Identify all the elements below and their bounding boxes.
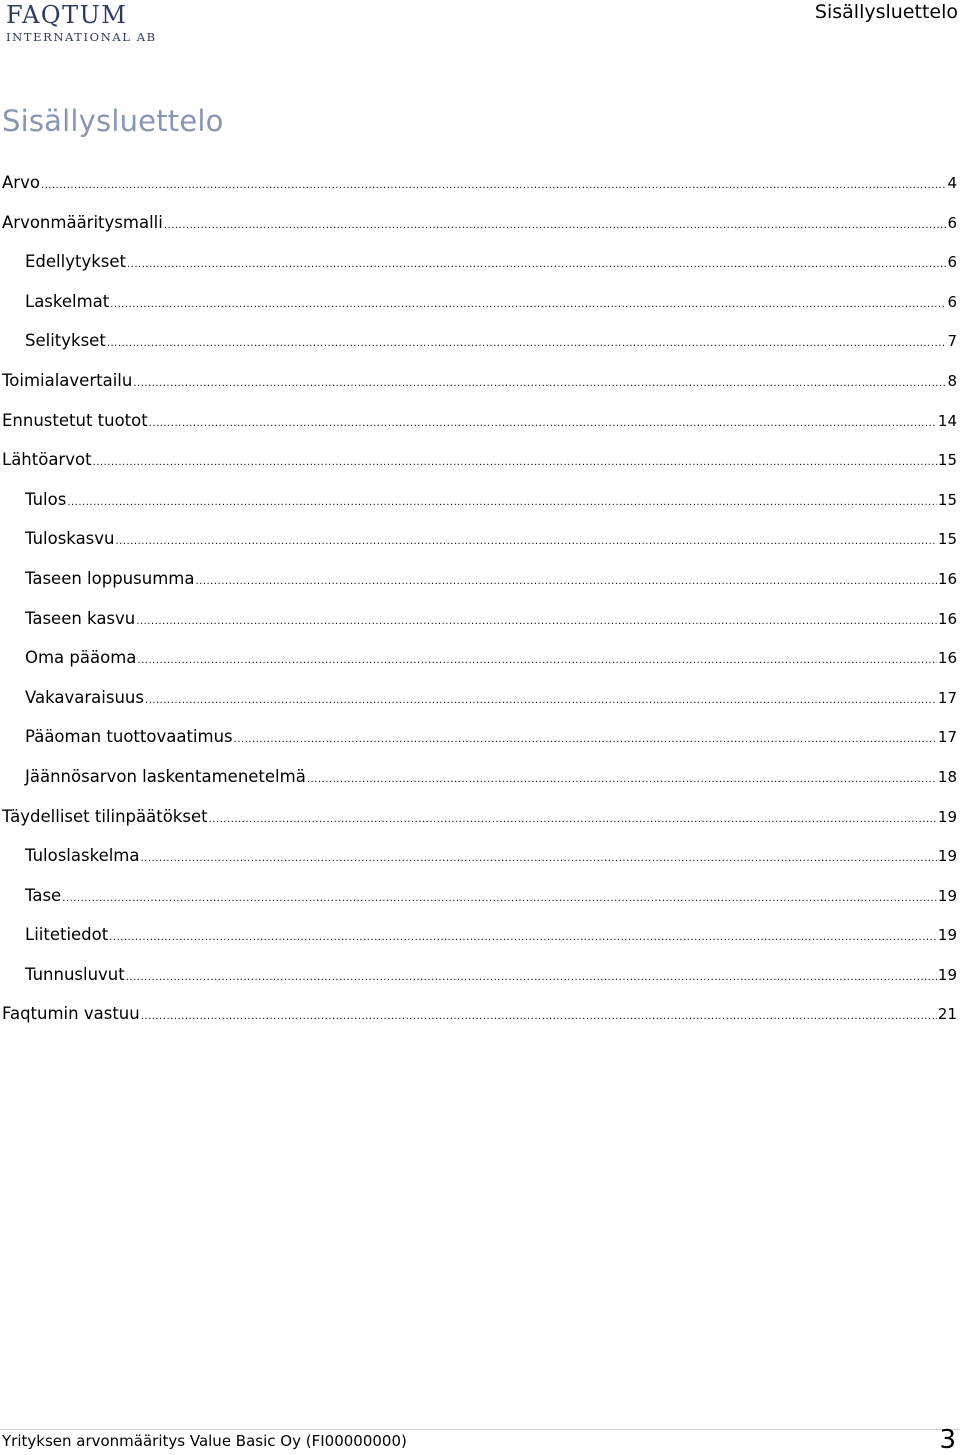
- toc-entry-label: Tuloslaskelma: [25, 846, 140, 866]
- toc-dot-leader: [141, 1002, 937, 1032]
- toc-entry-label: Tase: [25, 885, 62, 905]
- toc-entry[interactable]: [0, 326, 960, 366]
- toc-entry-label: Selitykset: [25, 331, 106, 351]
- toc-dot-leader: [109, 923, 937, 953]
- toc-entry-page: 21: [937, 1005, 957, 1024]
- toc-entry[interactable]: [0, 287, 960, 327]
- toc-entry-label: Laskelmat: [25, 291, 110, 311]
- toc-entry-page: 16: [937, 569, 957, 588]
- toc-entry-page: 15: [937, 530, 957, 549]
- toc-dot-leader: [93, 448, 937, 478]
- toc-dot-leader: [234, 725, 937, 755]
- page-title: Sisällysluettelo: [2, 104, 224, 138]
- toc-dot-leader: [116, 527, 937, 557]
- running-header-title: Sisällysluettelo: [814, 1, 958, 23]
- toc-entry-label: Ennustetut tuotot: [2, 410, 148, 430]
- toc-entry-page: 7: [947, 332, 957, 351]
- toc-dot-leader: [62, 884, 937, 914]
- toc-entry-label: Vakavaraisuus: [25, 687, 144, 707]
- toc-entry-label: Tuloskasvu: [25, 529, 115, 549]
- toc-entry-label: Toimialavertailu: [2, 370, 133, 390]
- toc-entry-page: 8: [947, 371, 957, 390]
- toc-entry-label: Faqtumin vastuu: [2, 1004, 140, 1024]
- toc-entry-page: 15: [937, 490, 957, 509]
- toc-entry-page: 19: [937, 965, 957, 984]
- toc-dot-leader: [126, 963, 937, 993]
- toc-entry[interactable]: [0, 524, 960, 564]
- toc-entry-page: 6: [947, 292, 957, 311]
- footer-divider: [0, 1429, 960, 1430]
- toc-dot-leader: [127, 250, 946, 280]
- toc-entry-page: 16: [937, 609, 957, 628]
- toc-dot-leader: [145, 686, 937, 716]
- toc-entry-label: Lähtöarvot: [2, 450, 92, 470]
- table-of-contents: [0, 168, 960, 1039]
- toc-dot-leader: [164, 211, 947, 241]
- toc-entry[interactable]: [0, 999, 960, 1039]
- toc-entry-label: Tulos: [25, 489, 67, 509]
- toc-entry[interactable]: [0, 683, 960, 723]
- toc-entry-page: 6: [947, 213, 957, 232]
- toc-entry-label: Tunnusluvut: [25, 964, 125, 984]
- toc-entry-label: Edellytykset: [25, 252, 126, 272]
- footer-document-title: Yrityksen arvonmääritys Value Basic Oy (FI00000000): [2, 1432, 407, 1450]
- toc-entry[interactable]: [0, 604, 960, 644]
- toc-entry[interactable]: [0, 445, 960, 485]
- toc-entry-label: Oma pääoma: [25, 648, 137, 668]
- toc-entry-page: 6: [947, 253, 957, 272]
- toc-entry-label: Jäännösarvon laskentamenetelmä: [25, 766, 306, 786]
- toc-entry[interactable]: [0, 881, 960, 921]
- toc-entry[interactable]: [0, 366, 960, 406]
- footer-page-number: 3: [939, 1425, 956, 1455]
- toc-entry[interactable]: [0, 762, 960, 802]
- toc-dot-leader: [141, 844, 937, 874]
- toc-entry[interactable]: [0, 722, 960, 762]
- toc-dot-leader: [137, 646, 937, 676]
- toc-entry[interactable]: [0, 841, 960, 881]
- toc-entry[interactable]: [0, 485, 960, 525]
- toc-entry-page: 19: [937, 847, 957, 866]
- toc-entry-page: 16: [937, 649, 957, 668]
- toc-entry-page: 17: [937, 688, 957, 707]
- toc-dot-leader: [136, 607, 937, 637]
- toc-entry[interactable]: [0, 168, 960, 208]
- logo-wordmark: FAQTUM: [6, 1, 128, 29]
- toc-entry-label: Taseen kasvu: [25, 608, 136, 628]
- faqtum-logo: [6, 1, 157, 46]
- toc-dot-leader: [209, 805, 937, 835]
- toc-entry-page: 17: [937, 728, 957, 747]
- toc-entry-page: 19: [937, 926, 957, 945]
- toc-entry[interactable]: [0, 247, 960, 287]
- toc-dot-leader: [67, 488, 937, 518]
- toc-dot-leader: [149, 409, 937, 439]
- toc-entry-label: Täydelliset tilinpäätökset: [2, 806, 208, 826]
- toc-entry[interactable]: [0, 208, 960, 248]
- logo-subtitle: INTERNATIONAL AB: [6, 30, 157, 44]
- toc-entry-page: 14: [937, 411, 957, 430]
- toc-dot-leader: [107, 329, 947, 359]
- toc-dot-leader: [195, 567, 936, 597]
- toc-entry-label: Liitetiedot: [25, 925, 109, 945]
- toc-entry[interactable]: [0, 920, 960, 960]
- toc-dot-leader: [110, 290, 946, 320]
- toc-entry-page: 19: [937, 886, 957, 905]
- toc-entry-page: 15: [937, 451, 957, 470]
- toc-entry[interactable]: [0, 564, 960, 604]
- toc-entry[interactable]: [0, 643, 960, 683]
- toc-entry-label: Arvo: [2, 173, 40, 192]
- toc-entry-page: 19: [937, 807, 957, 826]
- toc-entry-page: 18: [937, 767, 957, 786]
- toc-entry[interactable]: [0, 406, 960, 446]
- toc-dot-leader: [41, 171, 947, 201]
- toc-entry-label: Arvonmääritysmalli: [2, 212, 163, 232]
- toc-entry-label: Taseen loppusumma: [25, 568, 195, 588]
- toc-entry[interactable]: [0, 960, 960, 1000]
- toc-dot-leader: [307, 765, 937, 795]
- toc-entry-label: Pääoman tuottovaatimus: [25, 727, 233, 747]
- toc-entry[interactable]: [0, 802, 960, 842]
- toc-entry-page: 4: [947, 174, 957, 192]
- toc-dot-leader: [133, 369, 946, 399]
